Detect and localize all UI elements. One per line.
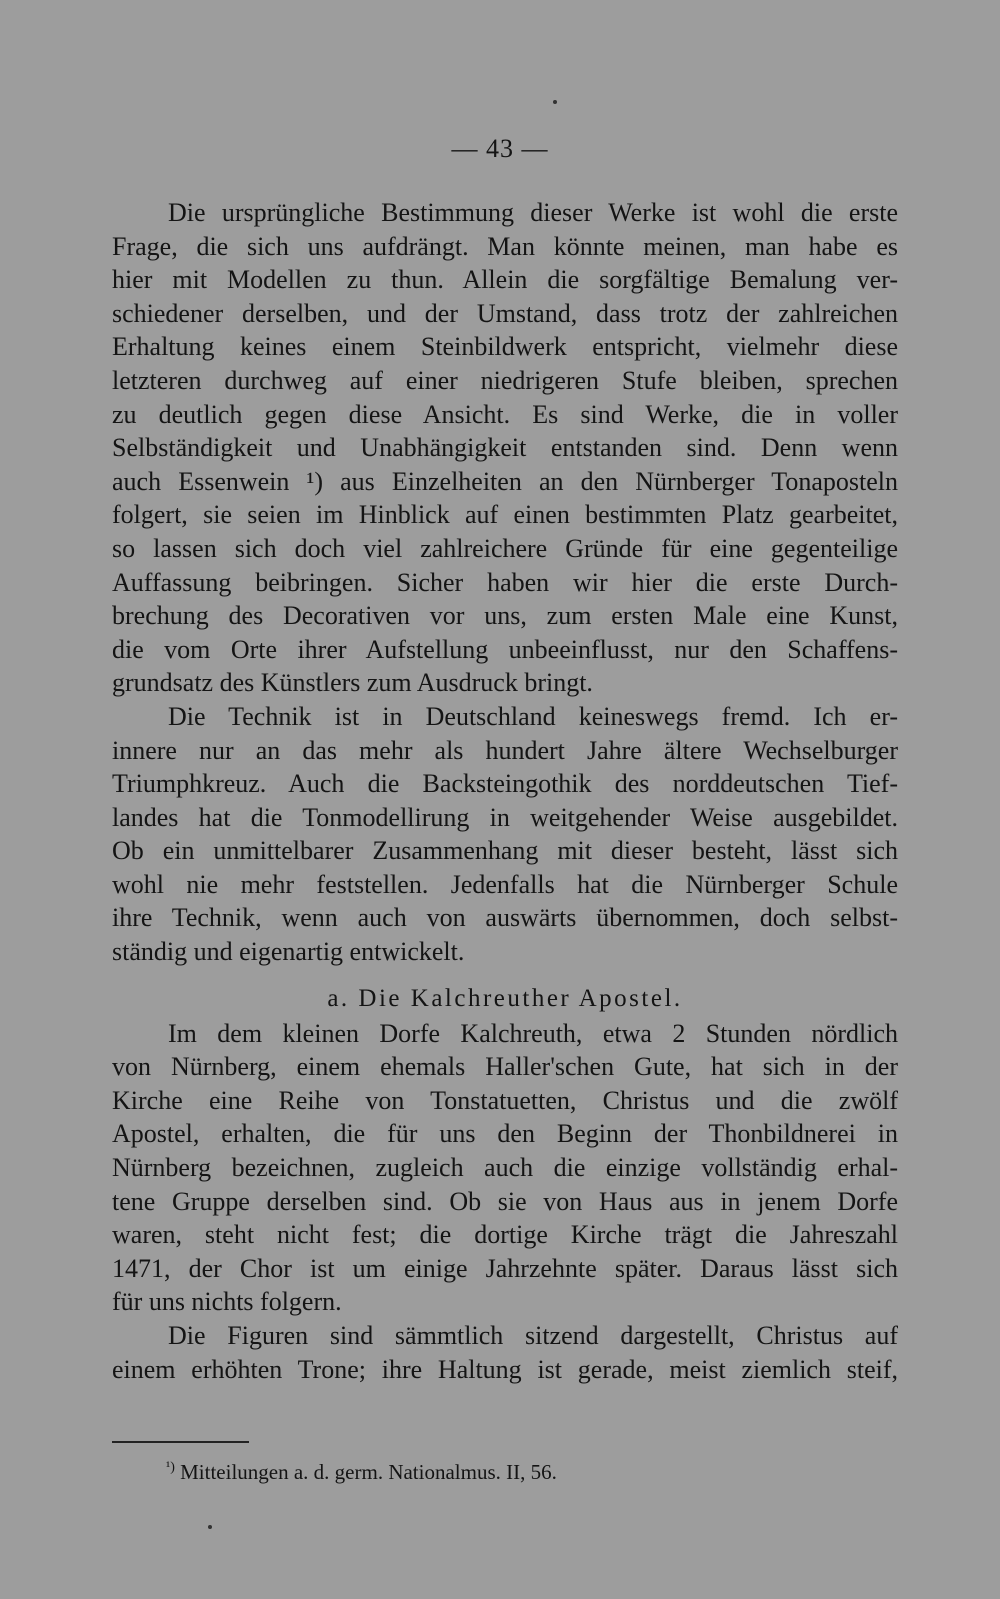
text-line: wohl nie mehr feststellen. Jedenfalls hat die Nürnberger Schule (112, 869, 898, 899)
text-line: tene Gruppe derselben sind. Ob sie von Haus aus in jenem Dorfe (112, 1186, 898, 1216)
paragraph-purpose (112, 196, 898, 700)
footnote (166, 1460, 557, 1485)
text-line: hier mit Modellen zu thun. Allein die sorgfältige Bemalung ver- (112, 265, 898, 295)
text-line: einem erhöhten Trone; ihre Haltung ist gerade, meist ziemlich steif, (112, 1354, 898, 1384)
text-line: die vom Orte ihrer Aufstellung unbeeinflusst, nur den Schaffens- (112, 634, 898, 664)
text-line: Im dem kleinen Dorfe Kalchreuth, etwa 2 Stunden nördlich (168, 1018, 898, 1048)
text-line: Nürnberg bezeichnen, zugleich auch die einzige vollständig erhal- (112, 1153, 898, 1183)
footnote-separator (112, 1441, 249, 1443)
text-line: innere nur an das mehr als hundert Jahre ältere Wechselburger (112, 735, 898, 765)
text-line: Erhaltung keines einem Steinbildwerk entspricht, vielmehr diese (112, 332, 898, 362)
paragraph-figures (112, 1319, 898, 1386)
text-line: waren, steht nicht fest; die dortige Kirche trägt die Jahreszahl (112, 1220, 898, 1250)
text-line: folgert, sie seien im Hinblick auf einen bestimmten Platz gearbeitet, (112, 500, 898, 530)
footnote-marker: ¹) (166, 1460, 175, 1475)
text-line: Selbständigkeit und Unabhängigkeit entstanden sind. Denn wenn (112, 433, 898, 463)
text-line: Die Technik ist in Deutschland keineswegs fremd. Ich er- (168, 701, 898, 731)
text-line: Apostel, erhalten, die für uns den Beginn der Thonbildnerei in (112, 1119, 898, 1149)
text-line: Triumphkreuz. Auch die Backsteingothik des norddeutschen Tief- (112, 769, 898, 799)
text-line-with-footnote-ref: auch Essenwein ¹) aus Einzelheiten an den Nürnberger Tonaposteln (112, 466, 898, 496)
text-line: so lassen sich doch viel zahlreichere Gründe für eine gegenteilige (112, 533, 898, 563)
text-line: Die Figuren sind sämmtlich sitzend dargestellt, Christus auf (168, 1321, 898, 1350)
scan-speck (208, 1525, 212, 1529)
text-line: ständig und eigenartig entwickelt. (112, 937, 465, 967)
text-line: Ob ein unmittelbarer Zusammenhang mit dieser besteht, lässt sich (112, 836, 898, 866)
text-line: für uns nichts folgern. (112, 1287, 342, 1317)
body-text (112, 196, 898, 1386)
scan-speck (553, 100, 557, 104)
footnote-text: Mitteilungen a. d. germ. Nationalmus. II, 56. (180, 1460, 557, 1484)
paragraph-technique (112, 700, 898, 969)
page-number: — 43 — (451, 134, 549, 163)
text-line: ihre Technik, wenn auch von auswärts übernommen, doch selbst- (112, 903, 898, 933)
paragraph-kalchreuth (112, 1017, 898, 1319)
section-heading: a. Die Kalchreuther Apostel. (327, 984, 683, 1012)
text-line: Auffassung beibringen. Sicher haben wir hier die erste Durch- (112, 567, 898, 597)
text-line: landes hat die Tonmodellirung in weitgehender Weise ausgebildet. (112, 802, 898, 832)
text-line: von Nürnberg, einem ehemals Haller'schen Gute, hat sich in der (112, 1052, 898, 1082)
text-line: letzteren durchweg auf einer niedrigeren Stufe bleiben, sprechen (112, 365, 898, 395)
text-line: Die ursprüngliche Bestimmung dieser Werke ist wohl die erste (168, 198, 898, 227)
text-line: Frage, die sich uns aufdrängt. Man könnte meinen, man habe es (112, 231, 898, 261)
text-line: schiedener derselben, und der Umstand, dass trotz der zahlreichen (112, 298, 898, 328)
text-line: 1471, der Chor ist um einige Jahrzehnte später. Daraus lässt sich (112, 1253, 898, 1283)
text-line: grundsatz des Künstlers zum Ausdruck bringt. (112, 668, 593, 698)
text-line: brechung des Decorativen vor uns, zum ersten Male eine Kunst, (112, 601, 898, 631)
text-line: Kirche eine Reihe von Tonstatuetten, Christus und die zwölf (112, 1085, 898, 1115)
text-line: zu deutlich gegen diese Ansicht. Es sind Werke, die in voller (112, 399, 898, 429)
